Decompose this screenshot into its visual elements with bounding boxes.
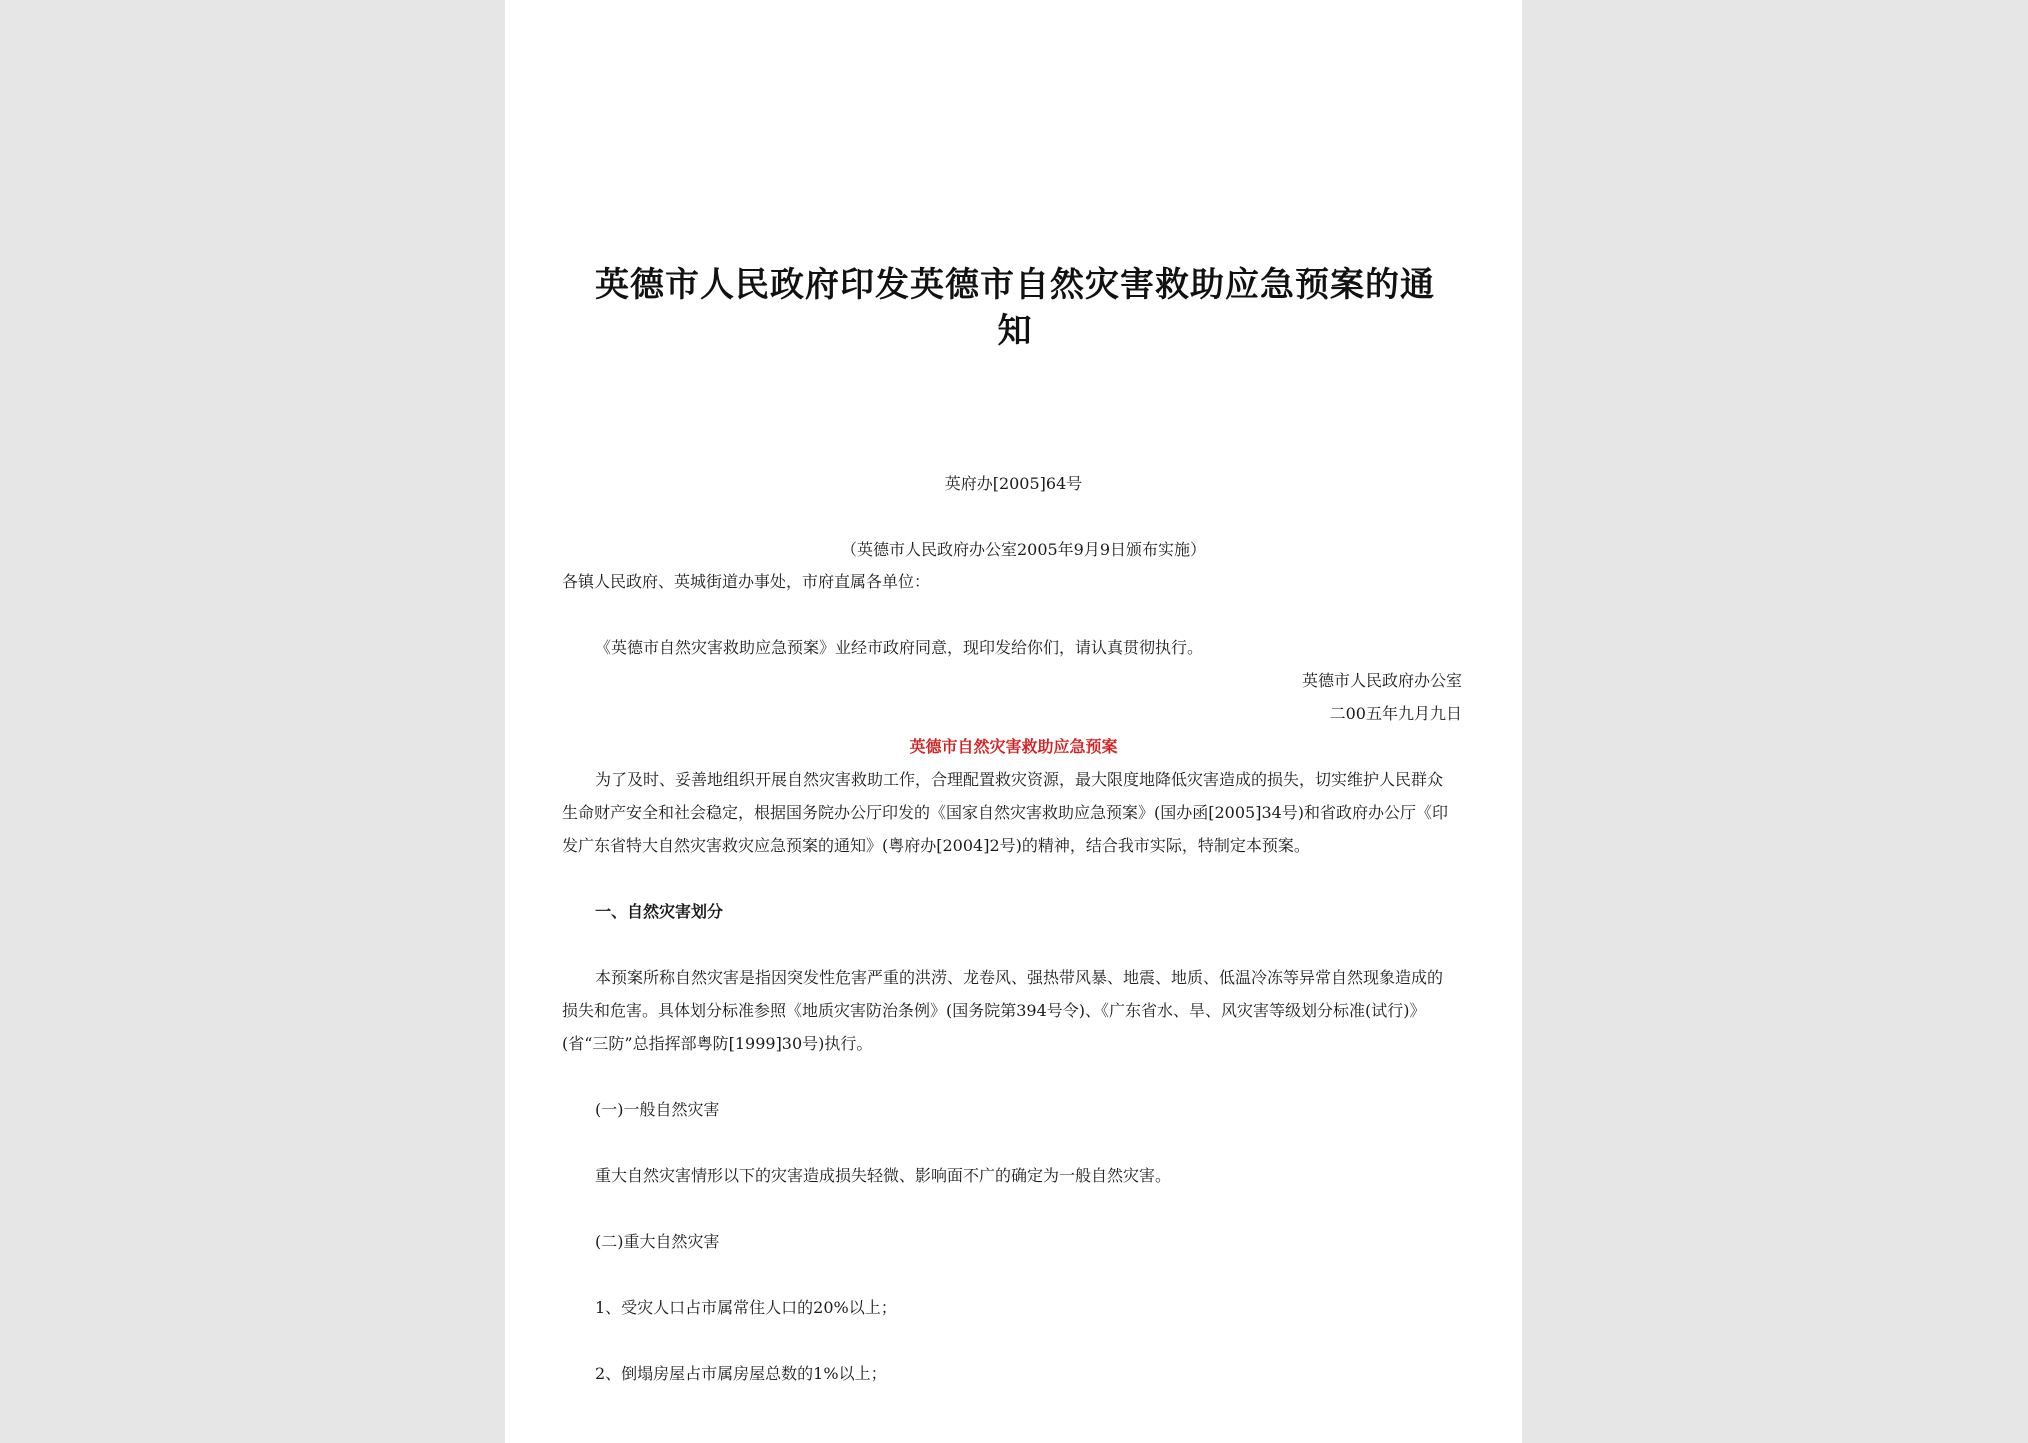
signature-date: 二00五年九月九日 <box>1329 704 1462 723</box>
section-1-line-1: 本预案所称自然灾害是指因突发性危害严重的洪涝、龙卷风、强热带风暴、地震、地质、低温冷冻等异常自然现象造成的 <box>595 968 1444 987</box>
preamble-line-3: 发广东省特大自然灾害救灾应急预案的通知》(粤府办[2004]2号)的精神，结合我市实际，特制定本预案。 <box>562 836 1310 855</box>
subsection-1-heading: (一)一般自然灾害 <box>595 1100 720 1119</box>
subsection-2-heading: (二)重大自然灾害 <box>595 1232 720 1251</box>
document-page <box>505 0 1522 1443</box>
section-1-heading: 一、自然灾害划分 <box>595 902 724 921</box>
list-item-1: 1、受灾人口占市属常住人口的20%以上； <box>595 1298 897 1317</box>
issue-note: （英德市人民政府办公室2005年9月9日颁布实施） <box>840 540 1207 559</box>
document-title-line-2: 知 <box>997 311 1033 351</box>
list-item-2: 2、倒塌房屋占市属房屋总数的1%以上； <box>595 1364 887 1383</box>
document-title-line-1: 英德市人民政府印发英德市自然灾害救助应急预案的通 <box>595 265 1435 305</box>
intro-paragraph: 《英德市自然灾害救助应急预案》业经市政府同意，现印发给你们，请认真贯彻执行。 <box>595 638 1204 657</box>
addressee: 各镇人民政府、英城街道办事处，市府直属各单位： <box>562 572 931 591</box>
subsection-1-text: 重大自然灾害情形以下的灾害造成损失轻微、影响面不广的确定为一般自然灾害。 <box>595 1166 1172 1185</box>
document-number: 英府办[2005]64号 <box>944 474 1083 493</box>
signature-org: 英德市人民政府办公室 <box>1301 671 1462 690</box>
section-1-line-2: 损失和危害。具体划分标准参照《地质灾害防治条例》(国务院第394号令)、《广东省水、旱、风灾害等级划分标准(试行)》 <box>562 1001 1426 1020</box>
preamble-line-2: 生命财产安全和社会稳定，根据国务院办公厅印发的《国家自然灾害救助应急预案》(国办函[2005]34号)和省政府办公厅《印 <box>562 803 1449 822</box>
plan-title: 英德市自然灾害救助应急预案 <box>909 737 1118 756</box>
preamble-line-1: 为了及时、妥善地组织开展自然灾害救助工作，合理配置救灾资源，最大限度地降低灾害造成的损失，切实维护人民群众 <box>595 770 1444 789</box>
section-1-line-3: (省“三防”总指挥部粤防[1999]30号)执行。 <box>562 1034 873 1053</box>
